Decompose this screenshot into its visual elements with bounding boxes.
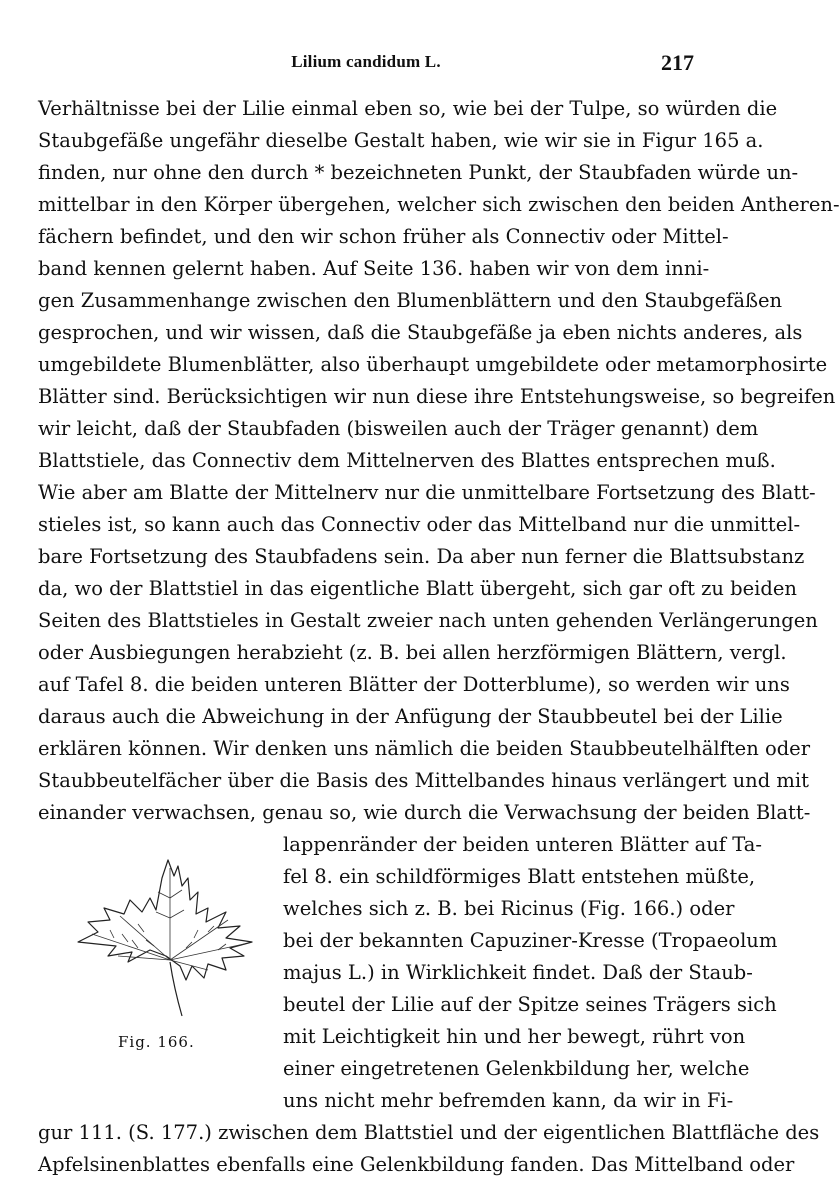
text-line: Blätter sind. Berücksichtigen wir nun diese ihre Entstehungsweise, so begreifen: [38, 385, 836, 408]
text-line: fächern befindet, und den wir schon früher als Connectiv oder Mittel-: [38, 225, 729, 248]
text-line: Staubgefäße ungefähr dieselbe Gestalt haben, wie wir sie in Figur 165 a.: [38, 129, 764, 152]
text-line: beutel der Lilie auf der Spitze seines Trägers sich: [283, 993, 777, 1016]
text-line: bare Fortsetzung des Staubfadens sein. Da aber nun ferner die Blattsubstanz: [38, 545, 805, 568]
text-line: auf Tafel 8. die beiden unteren Blätter der Dotterblume), so werden wir uns: [38, 673, 790, 696]
text-line: Verhältnisse bei der Lilie einmal eben so, wie bei der Tulpe, so würden die: [38, 97, 778, 120]
text-line: wir leicht, daß der Staubfaden (bisweilen auch der Träger genannt) dem: [38, 417, 759, 440]
text-line: Blattstiele, das Connectiv dem Mittelnerven des Blattes entsprechen muß.: [38, 449, 776, 472]
page-header: [0, 52, 732, 82]
figure-166-ricinus-leaf: [58, 838, 268, 1038]
text-line: einer eingetretenen Gelenkbildung her, welche: [283, 1057, 750, 1080]
text-line: stieles ist, so kann auch das Connectiv oder das Mittelband nur die unmittel-: [38, 513, 801, 536]
text-line: erklären können. Wir denken uns nämlich die beiden Staubbeutelhälften oder: [38, 737, 811, 760]
text-line: fel 8. ein schildförmiges Blatt entstehen müßte,: [283, 865, 756, 888]
text-line: Seiten des Blattstieles in Gestalt zweier nach unten gehenden Verlängerungen: [38, 609, 818, 632]
text-line: majus L.) in Wirklichkeit findet. Daß der Staub-: [283, 961, 753, 984]
running-title: Lilium candidum L.: [291, 52, 441, 71]
palmate-leaf-illustration: [58, 838, 268, 1038]
text-line: Wie aber am Blatte der Mittelnerv nur die unmittelbare Fortsetzung des Blatt-: [38, 481, 816, 504]
text-line: umgebildete Blumenblätter, also überhaupt umgebildete oder metamorphosirte: [38, 353, 828, 376]
text-line: einander verwachsen, genau so, wie durch die Verwachsung der beiden Blatt-: [38, 801, 811, 824]
text-line: finden, nur ohne den durch * bezeichneten Punkt, der Staubfaden würde un-: [38, 161, 799, 184]
page-number: 217: [661, 50, 694, 75]
text-line: mit Leichtigkeit hin und her bewegt, rührt von: [283, 1025, 746, 1048]
text-line: mittelbar in den Körper übergehen, welcher sich zwischen den beiden Antheren-: [38, 193, 840, 216]
text-line: band kennen gelernt haben. Auf Seite 136. haben wir von dem inni-: [38, 257, 710, 280]
text-line: welches sich z. B. bei Ricinus (Fig. 166.) oder: [283, 897, 735, 920]
text-line: oder Ausbiegungen herabzieht (z. B. bei allen herzförmigen Blättern, vergl.: [38, 641, 787, 664]
text-line: Staubbeutelfächer über die Basis des Mittelbandes hinaus verlängert und mit: [38, 769, 809, 792]
text-line: bei der bekannten Capuziner-Kresse (Tropaeolum: [283, 929, 778, 952]
text-line: daraus auch die Abweichung in der Anfügung der Staubbeutel bei der Lilie: [38, 705, 783, 728]
figure-caption: Fig. 166.: [118, 1033, 195, 1051]
text-line: lappenränder der beiden unteren Blätter auf Ta-: [283, 833, 762, 856]
text-line: gur 111. (S. 177.) zwischen dem Blattstiel und der eigentlichen Blattfläche des: [38, 1121, 820, 1144]
text-line: gesprochen, und wir wissen, daß die Staubgefäße ja eben nichts anderes, als: [38, 321, 803, 344]
text-line: da, wo der Blattstiel in das eigentliche Blatt übergeht, sich gar oft zu beiden: [38, 577, 797, 600]
text-line: Apfelsinenblattes ebenfalls eine Gelenkbildung fanden. Das Mittelband oder: [38, 1153, 795, 1176]
text-line: uns nicht mehr befremden kann, da wir in Fi-: [283, 1089, 734, 1112]
text-line: gen Zusammenhange zwischen den Blumenblättern und den Staubgefäßen: [38, 289, 783, 312]
